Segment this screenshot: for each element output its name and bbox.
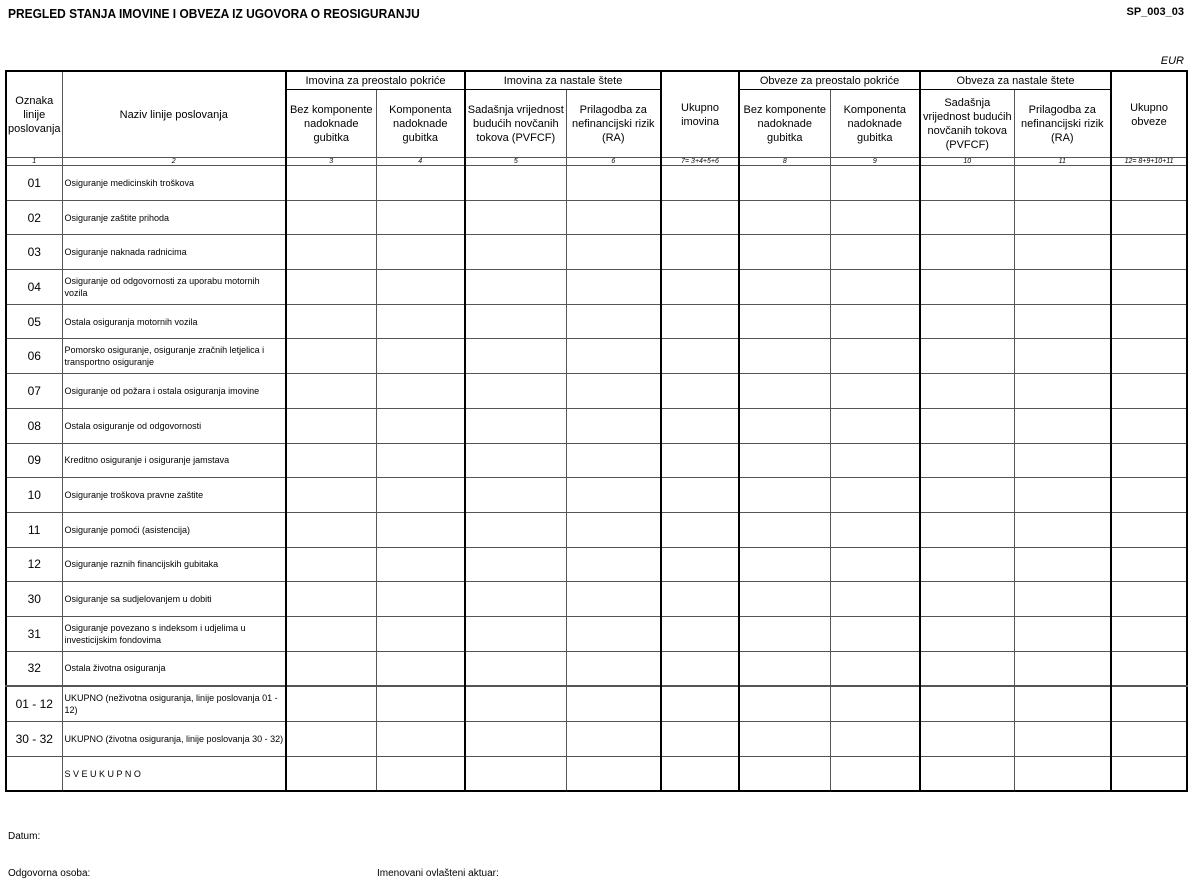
value-cell-col-12[interactable] — [1111, 339, 1187, 374]
column-number: 12= 8+9+10+11 — [1111, 158, 1187, 166]
value-cell-col-10[interactable] — [920, 651, 1014, 686]
value-cell-col-5[interactable] — [465, 304, 566, 339]
table-row — [6, 443, 1187, 478]
value-cell-col-11[interactable] — [1014, 235, 1111, 270]
table-row — [6, 408, 1187, 443]
value-cell-col-7[interactable] — [661, 270, 739, 305]
row-code: 30 — [6, 582, 62, 617]
value-cell-col-7[interactable] — [661, 200, 739, 235]
column-number: 7= 3+4+5+6 — [661, 158, 739, 166]
value-cell-col-3[interactable] — [286, 270, 376, 305]
row-code: 08 — [6, 408, 62, 443]
value-cell-col-10[interactable] — [920, 235, 1014, 270]
row-name: Kreditno osiguranje i osiguranje jamstava — [62, 443, 286, 478]
value-cell-col-8[interactable] — [739, 651, 830, 686]
value-cell-col-5[interactable] — [465, 166, 566, 201]
table-row — [6, 304, 1187, 339]
value-cell-col-12[interactable] — [1111, 270, 1187, 305]
row-name: Ostala životna osiguranja — [62, 651, 286, 686]
value-cell-col-4[interactable] — [376, 478, 465, 513]
value-cell-col-5[interactable] — [465, 616, 566, 651]
value-cell-col-7[interactable] — [661, 304, 739, 339]
header-c5: Sadašnja vrijednost budućih novčanih tokova (PVFCF) — [465, 90, 566, 158]
value-cell-col-8[interactable] — [739, 408, 830, 443]
value-cell-col-5[interactable] — [465, 339, 566, 374]
row-name: S V E U K U P N O — [62, 756, 286, 791]
row-code: 03 — [6, 235, 62, 270]
report-table — [5, 70, 1188, 792]
value-cell-col-3[interactable] — [286, 722, 376, 757]
column-number-row — [6, 158, 1187, 166]
value-cell-col-6[interactable] — [566, 235, 661, 270]
value-cell-col-10[interactable] — [920, 756, 1014, 791]
value-cell-col-7[interactable] — [661, 443, 739, 478]
header-group-obveza-nastale: Obveza za nastale štete — [920, 71, 1111, 90]
value-cell-col-3[interactable] — [286, 478, 376, 513]
header-group-imovina-preostalo: Imovina za preostalo pokriće — [286, 71, 465, 90]
value-cell-col-10[interactable] — [920, 547, 1014, 582]
column-number: 11 — [1014, 158, 1111, 166]
column-number: 6 — [566, 158, 661, 166]
column-number: 8 — [739, 158, 830, 166]
value-cell-col-11[interactable] — [1014, 443, 1111, 478]
value-cell-col-9[interactable] — [830, 166, 920, 201]
value-cell-col-4[interactable] — [376, 582, 465, 617]
value-cell-col-9[interactable] — [830, 512, 920, 547]
value-cell-col-9[interactable] — [830, 304, 920, 339]
column-number: 10 — [920, 158, 1014, 166]
header-c4: Komponenta nadoknade gubitka — [376, 90, 465, 158]
row-code — [6, 756, 62, 791]
value-cell-col-8[interactable] — [739, 374, 830, 409]
value-cell-col-9[interactable] — [830, 616, 920, 651]
table-row — [6, 166, 1187, 201]
value-cell-col-12[interactable] — [1111, 512, 1187, 547]
value-cell-col-8[interactable] — [739, 339, 830, 374]
value-cell-col-12[interactable] — [1111, 478, 1187, 513]
value-cell-col-11[interactable] — [1014, 512, 1111, 547]
value-cell-col-8[interactable] — [739, 166, 830, 201]
value-cell-col-9[interactable] — [830, 408, 920, 443]
row-code: 10 — [6, 478, 62, 513]
row-code: 09 — [6, 443, 62, 478]
row-name: Osiguranje troškova pravne zaštite — [62, 478, 286, 513]
value-cell-col-10[interactable] — [920, 339, 1014, 374]
value-cell-col-8[interactable] — [739, 756, 830, 791]
value-cell-col-4[interactable] — [376, 512, 465, 547]
header-c10: Sadašnja vrijednost budućih novčanih tokova (PVFCF) — [920, 90, 1014, 158]
value-cell-col-11[interactable] — [1014, 408, 1111, 443]
value-cell-col-10[interactable] — [920, 200, 1014, 235]
column-number: 5 — [465, 158, 566, 166]
value-cell-col-6[interactable] — [566, 686, 661, 721]
value-cell-col-6[interactable] — [566, 722, 661, 757]
value-cell-col-3[interactable] — [286, 166, 376, 201]
value-cell-col-6[interactable] — [566, 339, 661, 374]
value-cell-col-6[interactable] — [566, 651, 661, 686]
column-number: 1 — [6, 158, 62, 166]
value-cell-col-7[interactable] — [661, 478, 739, 513]
row-name: Osiguranje naknada radnicima — [62, 235, 286, 270]
aktuar-label: Imenovani ovlašteni aktuar: — [377, 868, 499, 879]
value-cell-col-5[interactable] — [465, 443, 566, 478]
row-name: Osiguranje raznih financijskih gubitaka — [62, 547, 286, 582]
value-cell-col-3[interactable] — [286, 582, 376, 617]
row-name: Osiguranje medicinskih troškova — [62, 166, 286, 201]
value-cell-col-4[interactable] — [376, 686, 465, 721]
row-name: Pomorsko osiguranje, osiguranje zračnih letjelica i transportno osiguranje — [62, 339, 286, 374]
value-cell-col-4[interactable] — [376, 408, 465, 443]
header-ukupno-obveze: Ukupno obveze — [1111, 71, 1187, 158]
header-c6: Prilagodba za nefinancijski rizik (RA) — [566, 90, 661, 158]
header-group-obveze-preostalo: Obveze za preostalo pokriće — [739, 71, 920, 90]
value-cell-col-9[interactable] — [830, 270, 920, 305]
column-number: 3 — [286, 158, 376, 166]
value-cell-col-6[interactable] — [566, 582, 661, 617]
row-code: 05 — [6, 304, 62, 339]
value-cell-col-9[interactable] — [830, 478, 920, 513]
value-cell-col-8[interactable] — [739, 722, 830, 757]
value-cell-col-12[interactable] — [1111, 722, 1187, 757]
value-cell-col-6[interactable] — [566, 270, 661, 305]
value-cell-col-3[interactable] — [286, 616, 376, 651]
table-row — [6, 478, 1187, 513]
value-cell-col-4[interactable] — [376, 339, 465, 374]
value-cell-col-5[interactable] — [465, 651, 566, 686]
value-cell-col-9[interactable] — [830, 686, 920, 721]
row-code: 01 — [6, 166, 62, 201]
value-cell-col-12[interactable] — [1111, 304, 1187, 339]
value-cell-col-11[interactable] — [1014, 478, 1111, 513]
value-cell-col-11[interactable] — [1014, 547, 1111, 582]
row-name: Ostala osiguranja motornih vozila — [62, 304, 286, 339]
value-cell-col-5[interactable] — [465, 582, 566, 617]
table-row — [6, 651, 1187, 686]
value-cell-col-6[interactable] — [566, 616, 661, 651]
value-cell-col-8[interactable] — [739, 200, 830, 235]
table-row — [6, 756, 1187, 791]
value-cell-col-6[interactable] — [566, 547, 661, 582]
value-cell-col-4[interactable] — [376, 616, 465, 651]
header-c3: Bez komponente nadoknade gubitka — [286, 90, 376, 158]
value-cell-col-8[interactable] — [739, 443, 830, 478]
header-naziv: Naziv linije poslovanja — [62, 71, 286, 158]
value-cell-col-9[interactable] — [830, 200, 920, 235]
value-cell-col-6[interactable] — [566, 478, 661, 513]
value-cell-col-8[interactable] — [739, 616, 830, 651]
value-cell-col-10[interactable] — [920, 512, 1014, 547]
value-cell-col-9[interactable] — [830, 651, 920, 686]
value-cell-col-10[interactable] — [920, 478, 1014, 513]
value-cell-col-8[interactable] — [739, 547, 830, 582]
value-cell-col-12[interactable] — [1111, 651, 1187, 686]
value-cell-col-5[interactable] — [465, 408, 566, 443]
header-c9: Komponenta nadoknade gubitka — [830, 90, 920, 158]
row-code: 06 — [6, 339, 62, 374]
value-cell-col-4[interactable] — [376, 270, 465, 305]
value-cell-col-11[interactable] — [1014, 616, 1111, 651]
table-row — [6, 374, 1187, 409]
row-code: 32 — [6, 651, 62, 686]
value-cell-col-3[interactable] — [286, 408, 376, 443]
value-cell-col-5[interactable] — [465, 270, 566, 305]
value-cell-col-12[interactable] — [1111, 166, 1187, 201]
value-cell-col-8[interactable] — [739, 235, 830, 270]
value-cell-col-9[interactable] — [830, 443, 920, 478]
value-cell-col-10[interactable] — [920, 166, 1014, 201]
value-cell-col-6[interactable] — [566, 443, 661, 478]
value-cell-col-5[interactable] — [465, 478, 566, 513]
row-name: Osiguranje pomoći (asistencija) — [62, 512, 286, 547]
value-cell-col-12[interactable] — [1111, 443, 1187, 478]
value-cell-col-12[interactable] — [1111, 582, 1187, 617]
row-name: Ostala osiguranje od odgovornosti — [62, 408, 286, 443]
value-cell-col-11[interactable] — [1014, 686, 1111, 721]
value-cell-col-8[interactable] — [739, 478, 830, 513]
value-cell-col-10[interactable] — [920, 616, 1014, 651]
value-cell-col-6[interactable] — [566, 408, 661, 443]
table-row — [6, 235, 1187, 270]
value-cell-col-7[interactable] — [661, 512, 739, 547]
row-code: 30 - 32 — [6, 722, 62, 757]
table-row — [6, 270, 1187, 305]
value-cell-col-3[interactable] — [286, 686, 376, 721]
column-number: 4 — [376, 158, 465, 166]
value-cell-col-9[interactable] — [830, 582, 920, 617]
value-cell-col-10[interactable] — [920, 374, 1014, 409]
value-cell-col-3[interactable] — [286, 651, 376, 686]
value-cell-col-11[interactable] — [1014, 582, 1111, 617]
value-cell-col-7[interactable] — [661, 547, 739, 582]
value-cell-col-8[interactable] — [739, 686, 830, 721]
value-cell-col-12[interactable] — [1111, 408, 1187, 443]
value-cell-col-3[interactable] — [286, 339, 376, 374]
table-row — [6, 547, 1187, 582]
row-code: 31 — [6, 616, 62, 651]
row-code: 12 — [6, 547, 62, 582]
value-cell-col-5[interactable] — [465, 235, 566, 270]
value-cell-col-11[interactable] — [1014, 339, 1111, 374]
value-cell-col-7[interactable] — [661, 582, 739, 617]
row-name: Osiguranje od požara i ostala osiguranja imovine — [62, 374, 286, 409]
value-cell-col-6[interactable] — [566, 200, 661, 235]
row-code: 11 — [6, 512, 62, 547]
row-code: 02 — [6, 200, 62, 235]
value-cell-col-5[interactable] — [465, 686, 566, 721]
value-cell-col-7[interactable] — [661, 722, 739, 757]
value-cell-col-7[interactable] — [661, 166, 739, 201]
currency-label: EUR — [1160, 55, 1184, 67]
value-cell-col-9[interactable] — [830, 547, 920, 582]
value-cell-col-4[interactable] — [376, 547, 465, 582]
value-cell-col-7[interactable] — [661, 756, 739, 791]
value-cell-col-7[interactable] — [661, 616, 739, 651]
column-number: 2 — [62, 158, 286, 166]
value-cell-col-4[interactable] — [376, 200, 465, 235]
value-cell-col-6[interactable] — [566, 304, 661, 339]
value-cell-col-12[interactable] — [1111, 235, 1187, 270]
value-cell-col-4[interactable] — [376, 651, 465, 686]
value-cell-col-11[interactable] — [1014, 166, 1111, 201]
value-cell-col-3[interactable] — [286, 547, 376, 582]
value-cell-col-9[interactable] — [830, 722, 920, 757]
value-cell-col-10[interactable] — [920, 304, 1014, 339]
value-cell-col-4[interactable] — [376, 304, 465, 339]
value-cell-col-4[interactable] — [376, 374, 465, 409]
value-cell-col-11[interactable] — [1014, 756, 1111, 791]
table-row — [6, 339, 1187, 374]
row-code: 04 — [6, 270, 62, 305]
value-cell-col-12[interactable] — [1111, 756, 1187, 791]
row-name: UKUPNO (neživotna osiguranja, linije poslovanja 01 - 12) — [62, 686, 286, 721]
row-name: UKUPNO (životna osiguranja, linije poslovanja 30 - 32) — [62, 722, 286, 757]
value-cell-col-5[interactable] — [465, 512, 566, 547]
value-cell-col-3[interactable] — [286, 756, 376, 791]
value-cell-col-8[interactable] — [739, 270, 830, 305]
value-cell-col-3[interactable] — [286, 512, 376, 547]
value-cell-col-5[interactable] — [465, 200, 566, 235]
value-cell-col-6[interactable] — [566, 166, 661, 201]
value-cell-col-7[interactable] — [661, 374, 739, 409]
value-cell-col-7[interactable] — [661, 408, 739, 443]
value-cell-col-3[interactable] — [286, 200, 376, 235]
value-cell-col-8[interactable] — [739, 582, 830, 617]
value-cell-col-11[interactable] — [1014, 374, 1111, 409]
value-cell-col-10[interactable] — [920, 408, 1014, 443]
row-name: Osiguranje povezano s indeksom i udjelima u investicijskim fondovima — [62, 616, 286, 651]
table-row — [6, 616, 1187, 651]
header-ukupno-imovina: Ukupno imovina — [661, 71, 739, 158]
value-cell-col-3[interactable] — [286, 304, 376, 339]
value-cell-col-11[interactable] — [1014, 651, 1111, 686]
value-cell-col-12[interactable] — [1111, 547, 1187, 582]
value-cell-col-10[interactable] — [920, 443, 1014, 478]
page-title: PREGLED STANJA IMOVINE I OBVEZA IZ UGOVORA O REOSIGURANJU — [8, 6, 420, 21]
odgovorna-osoba-label: Odgovorna osoba: — [8, 868, 91, 879]
value-cell-col-7[interactable] — [661, 686, 739, 721]
form-code: SP_003_03 — [1126, 6, 1184, 18]
value-cell-col-9[interactable] — [830, 756, 920, 791]
row-name: Osiguranje sa sudjelovanjem u dobiti — [62, 582, 286, 617]
header-c11: Prilagodba za nefinancijski rizik (RA) — [1014, 90, 1111, 158]
value-cell-col-11[interactable] — [1014, 304, 1111, 339]
value-cell-col-6[interactable] — [566, 756, 661, 791]
value-cell-col-12[interactable] — [1111, 686, 1187, 721]
value-cell-col-8[interactable] — [739, 512, 830, 547]
value-cell-col-5[interactable] — [465, 547, 566, 582]
value-cell-col-12[interactable] — [1111, 374, 1187, 409]
row-name: Osiguranje zaštite prihoda — [62, 200, 286, 235]
table-row — [6, 722, 1187, 757]
table-row — [6, 582, 1187, 617]
table-row — [6, 512, 1187, 547]
header-group-imovina-nastale: Imovina za nastale štete — [465, 71, 661, 90]
value-cell-col-6[interactable] — [566, 374, 661, 409]
value-cell-col-3[interactable] — [286, 235, 376, 270]
value-cell-col-10[interactable] — [920, 722, 1014, 757]
value-cell-col-9[interactable] — [830, 339, 920, 374]
value-cell-col-4[interactable] — [376, 756, 465, 791]
value-cell-col-10[interactable] — [920, 582, 1014, 617]
value-cell-col-6[interactable] — [566, 512, 661, 547]
header-c8: Bez komponente nadoknade gubitka — [739, 90, 830, 158]
value-cell-col-12[interactable] — [1111, 200, 1187, 235]
header-oznaka: Oznaka linije poslovanja — [6, 71, 62, 158]
value-cell-col-10[interactable] — [920, 686, 1014, 721]
value-cell-col-11[interactable] — [1014, 200, 1111, 235]
value-cell-col-3[interactable] — [286, 443, 376, 478]
row-code: 07 — [6, 374, 62, 409]
value-cell-col-5[interactable] — [465, 722, 566, 757]
table-row — [6, 200, 1187, 235]
value-cell-col-7[interactable] — [661, 651, 739, 686]
value-cell-col-4[interactable] — [376, 235, 465, 270]
value-cell-col-11[interactable] — [1014, 270, 1111, 305]
table-row — [6, 686, 1187, 721]
value-cell-col-5[interactable] — [465, 374, 566, 409]
value-cell-col-7[interactable] — [661, 235, 739, 270]
value-cell-col-9[interactable] — [830, 374, 920, 409]
value-cell-col-10[interactable] — [920, 270, 1014, 305]
value-cell-col-4[interactable] — [376, 443, 465, 478]
column-number: 9 — [830, 158, 920, 166]
datum-label: Datum: — [8, 831, 41, 842]
value-cell-col-5[interactable] — [465, 756, 566, 791]
value-cell-col-4[interactable] — [376, 166, 465, 201]
value-cell-col-11[interactable] — [1014, 722, 1111, 757]
value-cell-col-7[interactable] — [661, 339, 739, 374]
value-cell-col-3[interactable] — [286, 374, 376, 409]
value-cell-col-8[interactable] — [739, 304, 830, 339]
row-code: 01 - 12 — [6, 686, 62, 721]
value-cell-col-12[interactable] — [1111, 616, 1187, 651]
value-cell-col-9[interactable] — [830, 235, 920, 270]
value-cell-col-4[interactable] — [376, 722, 465, 757]
row-name: Osiguranje od odgovornosti za uporabu motornih vozila — [62, 270, 286, 305]
